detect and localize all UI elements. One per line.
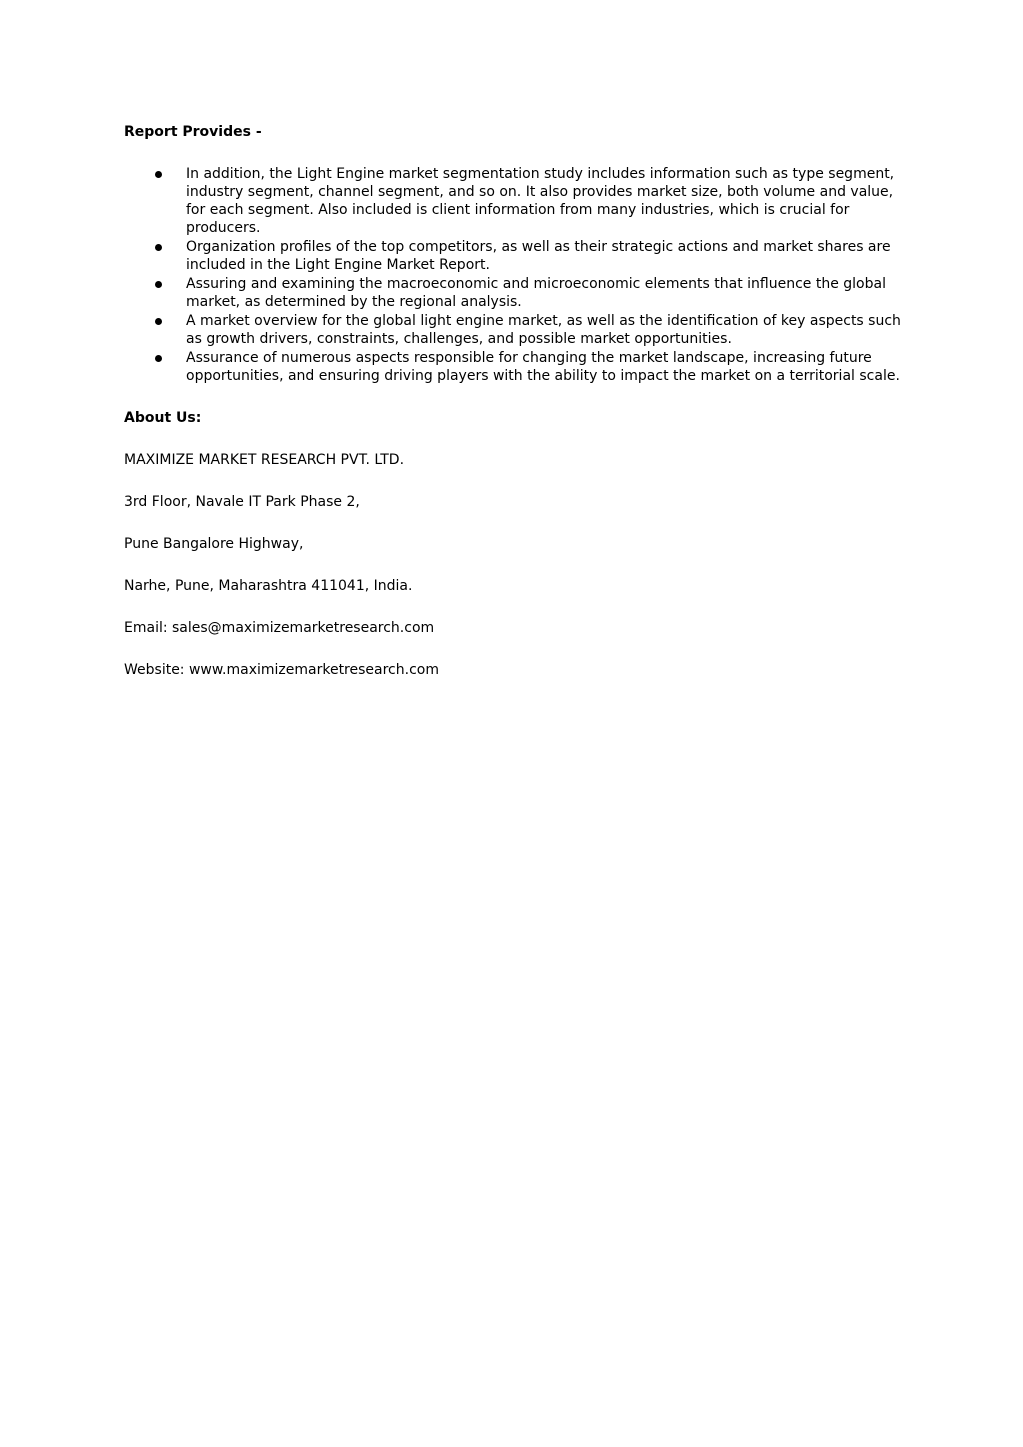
list-item-text: Organization profiles of the top competitors, as well as their strategic actions and market shares are included in the Light Engine Market Report. [186,239,891,273]
address-line-2: Pune Bangalore Highway, [124,536,304,552]
list-item-text: Assuring and examining the macroeconomic and microeconomic elements that influence the global market, as determined by the regional analysis. [186,276,886,310]
bullet-icon [155,281,162,288]
website-line: Website: www.maximizemarketresearch.com [124,662,439,678]
address-line-1: 3rd Floor, Navale IT Park Phase 2, [124,494,360,510]
email-line: Email: sales@maximizemarketresearch.com [124,620,435,636]
list-item-text: Assurance of numerous aspects responsible for changing the market landscape, increasing future opportunities, and ensuring driving players with the ability to impact the market on a territorial scale. [186,350,900,384]
company-name: MAXIMIZE MARKET RESEARCH PVT. LTD. [124,452,405,468]
list-item [124,312,904,348]
list-item-text: A market overview for the global light engine market, as well as the identification of key aspects such as growth drivers, constraints, challenges, and possible market opportunities. [186,313,901,347]
list-item [124,349,904,385]
address-line-3: Narhe, Pune, Maharashtra 411041, India. [124,578,413,594]
bullet-icon [155,355,162,362]
report-bullet-list [124,165,904,385]
list-item [124,165,904,237]
bullet-icon [155,171,162,178]
list-item [124,238,904,274]
bullet-icon [155,244,162,251]
list-item-text: In addition, the Light Engine market segmentation study includes information such as type segment, industry segment, channel segment, and so on. It also provides market size, both volume and value, for each segment. Also included is client information from many industries, which is crucial for producers. [186,166,895,236]
list-item [124,275,904,311]
document-page [124,121,904,681]
report-provides-heading: Report Provides - [124,124,262,140]
about-us-heading: About Us: [124,410,202,426]
bullet-icon [155,318,162,325]
